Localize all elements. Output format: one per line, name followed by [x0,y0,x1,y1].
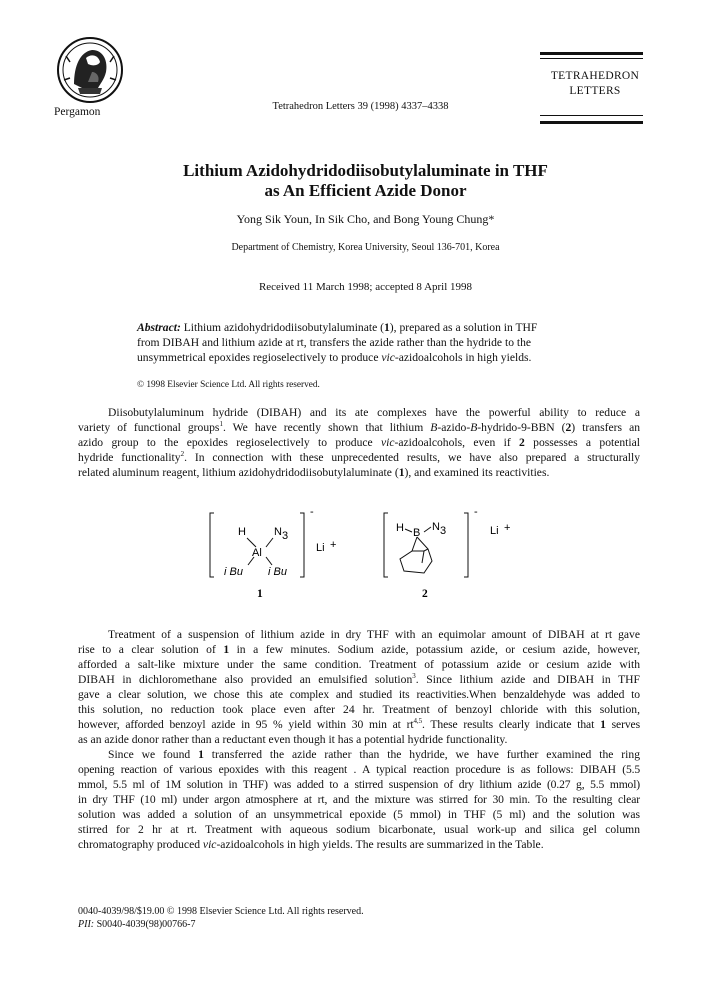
footer-pii-line: PII: S0040-4039(98)00766-7 [78,919,196,930]
para2-line2: rise to a clear solution of 1 in a few minutes. Sodium azide, potassium azide, or cesium azide, however, [78,643,640,656]
structure-1-number: 1 [257,588,263,600]
para2-line8: as an azide donor rather than a reductant even though it has a potential hydride functionality. [78,733,508,746]
journal-rule-top-thin [540,58,643,59]
para2-line6: this solution, no reduction took place even after 24 hr. Treatment of benzoyl chloride with this solution, [78,703,640,716]
received-dates: Received 11 March 1998; accepted 8 April 1998 [258,281,473,293]
para3-line2: opening reaction of various epoxides with this reagent . A typical reaction procedure is as follows: DIBAH (5.5 [78,763,640,776]
para1-line4: hydride functionality$^2$. In connection with these unprecedented results, we have also prepared a structurally [78,450,640,464]
abstract: Abstract: Lithium azidohydridodiisobutylaluminate (1), prepared as a solution in THF from DIBAH and lithium azide at rt, transfers the azide rather than the hydride to the unsymmetrical epoxides regioselectively to produce vic-azidoalcohols in high yields. [137,321,538,365]
journal-rule-top [540,52,643,55]
s1-n3: N [274,526,282,538]
chemical-structures [0,505,711,615]
s1-charge: - [310,506,314,518]
journal-name-line1: TETRAHEDRON [550,70,640,82]
s1-ibu-left: i Bu [224,566,243,578]
para2-line1: Treatment of a suspension of lithium azide in dry THF with an equimolar amount of DIBAH at rt gave [108,628,640,641]
s1-al: Al [252,547,262,559]
s1-h: H [238,526,246,538]
journal-rule-bottom-thin [540,115,643,116]
para1-line3: azido group to the epoxides regioselectively to produce vic-azidoalcohols, even if 2 possesses a potential [78,436,640,449]
s1-n3-sub: 3 [282,530,289,542]
journal-rule-bottom [540,121,643,124]
para3-line4: in dry THF (10 ml) under argon atmosphere at rt, and the mixture was stirred for 30 min. To the resulting clear [78,793,640,806]
para3-line6: stirred for 2 hr at rt. Treatment with aqueous sodium bicarbonate, usual work-up and silica gel column [78,823,640,836]
para2-line7: however, afforded benzoyl azide in 95 % yield within 30 min at rt$^{4,5}$. These results clearly indicate that 1 serves [78,717,640,731]
s2-li-plus: + [504,522,511,534]
para3-line3: mmol, 5.5 ml of 1M solution in THF) was added to a stirred suspension of dry lithium azide (0.27 g, 5.5 mmol) [78,778,640,791]
para3-line1: Since we found 1 transferred the azide rather than the hydride, we have further examined the ring [108,748,640,761]
footer-issn-line: 0040-4039/98/$19.00 © 1998 Elsevier Science Ltd. All rights reserved. [78,906,364,917]
s2-li: Li [490,525,499,537]
s1-li: Li [316,542,325,554]
s1-ibu-right: i Bu [268,566,287,578]
abstract-label: Abstract: [137,321,181,334]
paper-title-line2: as An Efficient Azide Donor [264,181,467,200]
para3-line7: chromatography produced vic-azidoalcohols in high yields. The results are summarized in the Table. [78,838,544,851]
s1-li-plus: + [330,539,337,551]
s2-charge: - [474,506,478,518]
para1-line1: Diisobutylaluminum hydride (DIBAH) and its ate complexes have the powerful ability to reduce a [108,406,640,419]
elsevier-tree-logo [52,36,128,108]
author-list: Yong Sik Youn, In Sik Cho, and Bong Young Chung* [236,212,495,226]
s2-h: H [396,522,404,534]
paper-title-line1: Lithium Azidohydridodiisobutylaluminate in THF [183,161,548,180]
para3-line5: solution was added a solution of an unsymmetrical epoxide (5 mmol) in THF (5 ml) and the solution was [78,808,640,821]
para2-line3: afforded a salt-like mixture under the same condition. Treatment of potassium azide or cesium azide with [78,658,640,671]
para2-line5: gave a clear solution, we chose this ate complex and studied its reactivities.When benzaldehyde was added to [78,688,640,701]
s2-b: B [413,527,421,539]
affiliation: Department of Chemistry, Korea University, Seoul 136-701, Korea [231,242,500,253]
structure-2-number: 2 [422,588,428,600]
journal-name-line2: LETTERS [569,85,621,97]
citation-line: Tetrahedron Letters 39 (1998) 4337–4338 [272,101,449,112]
para1-line2: variety of functional groups$^1$. We have recently shown that lithium B-azido-B-hydrido-9-BBN (2) transfers an [78,420,641,434]
s2-n3: N [432,521,440,533]
s2-n3-sub: 3 [440,525,447,537]
para1-line5: related aluminum reagent, lithium azidohydridodiisobutylaluminate (1), and examined its reactivities. [78,466,550,479]
para2-line4: DIBAH in dichloromethane also provided an emulsified solution$^3$. Since lithium azide and DIBAH in THF [78,672,640,686]
abstract-copyright: © 1998 Elsevier Science Ltd. All rights reserved. [137,380,320,390]
publisher-name: Pergamon [54,106,101,118]
